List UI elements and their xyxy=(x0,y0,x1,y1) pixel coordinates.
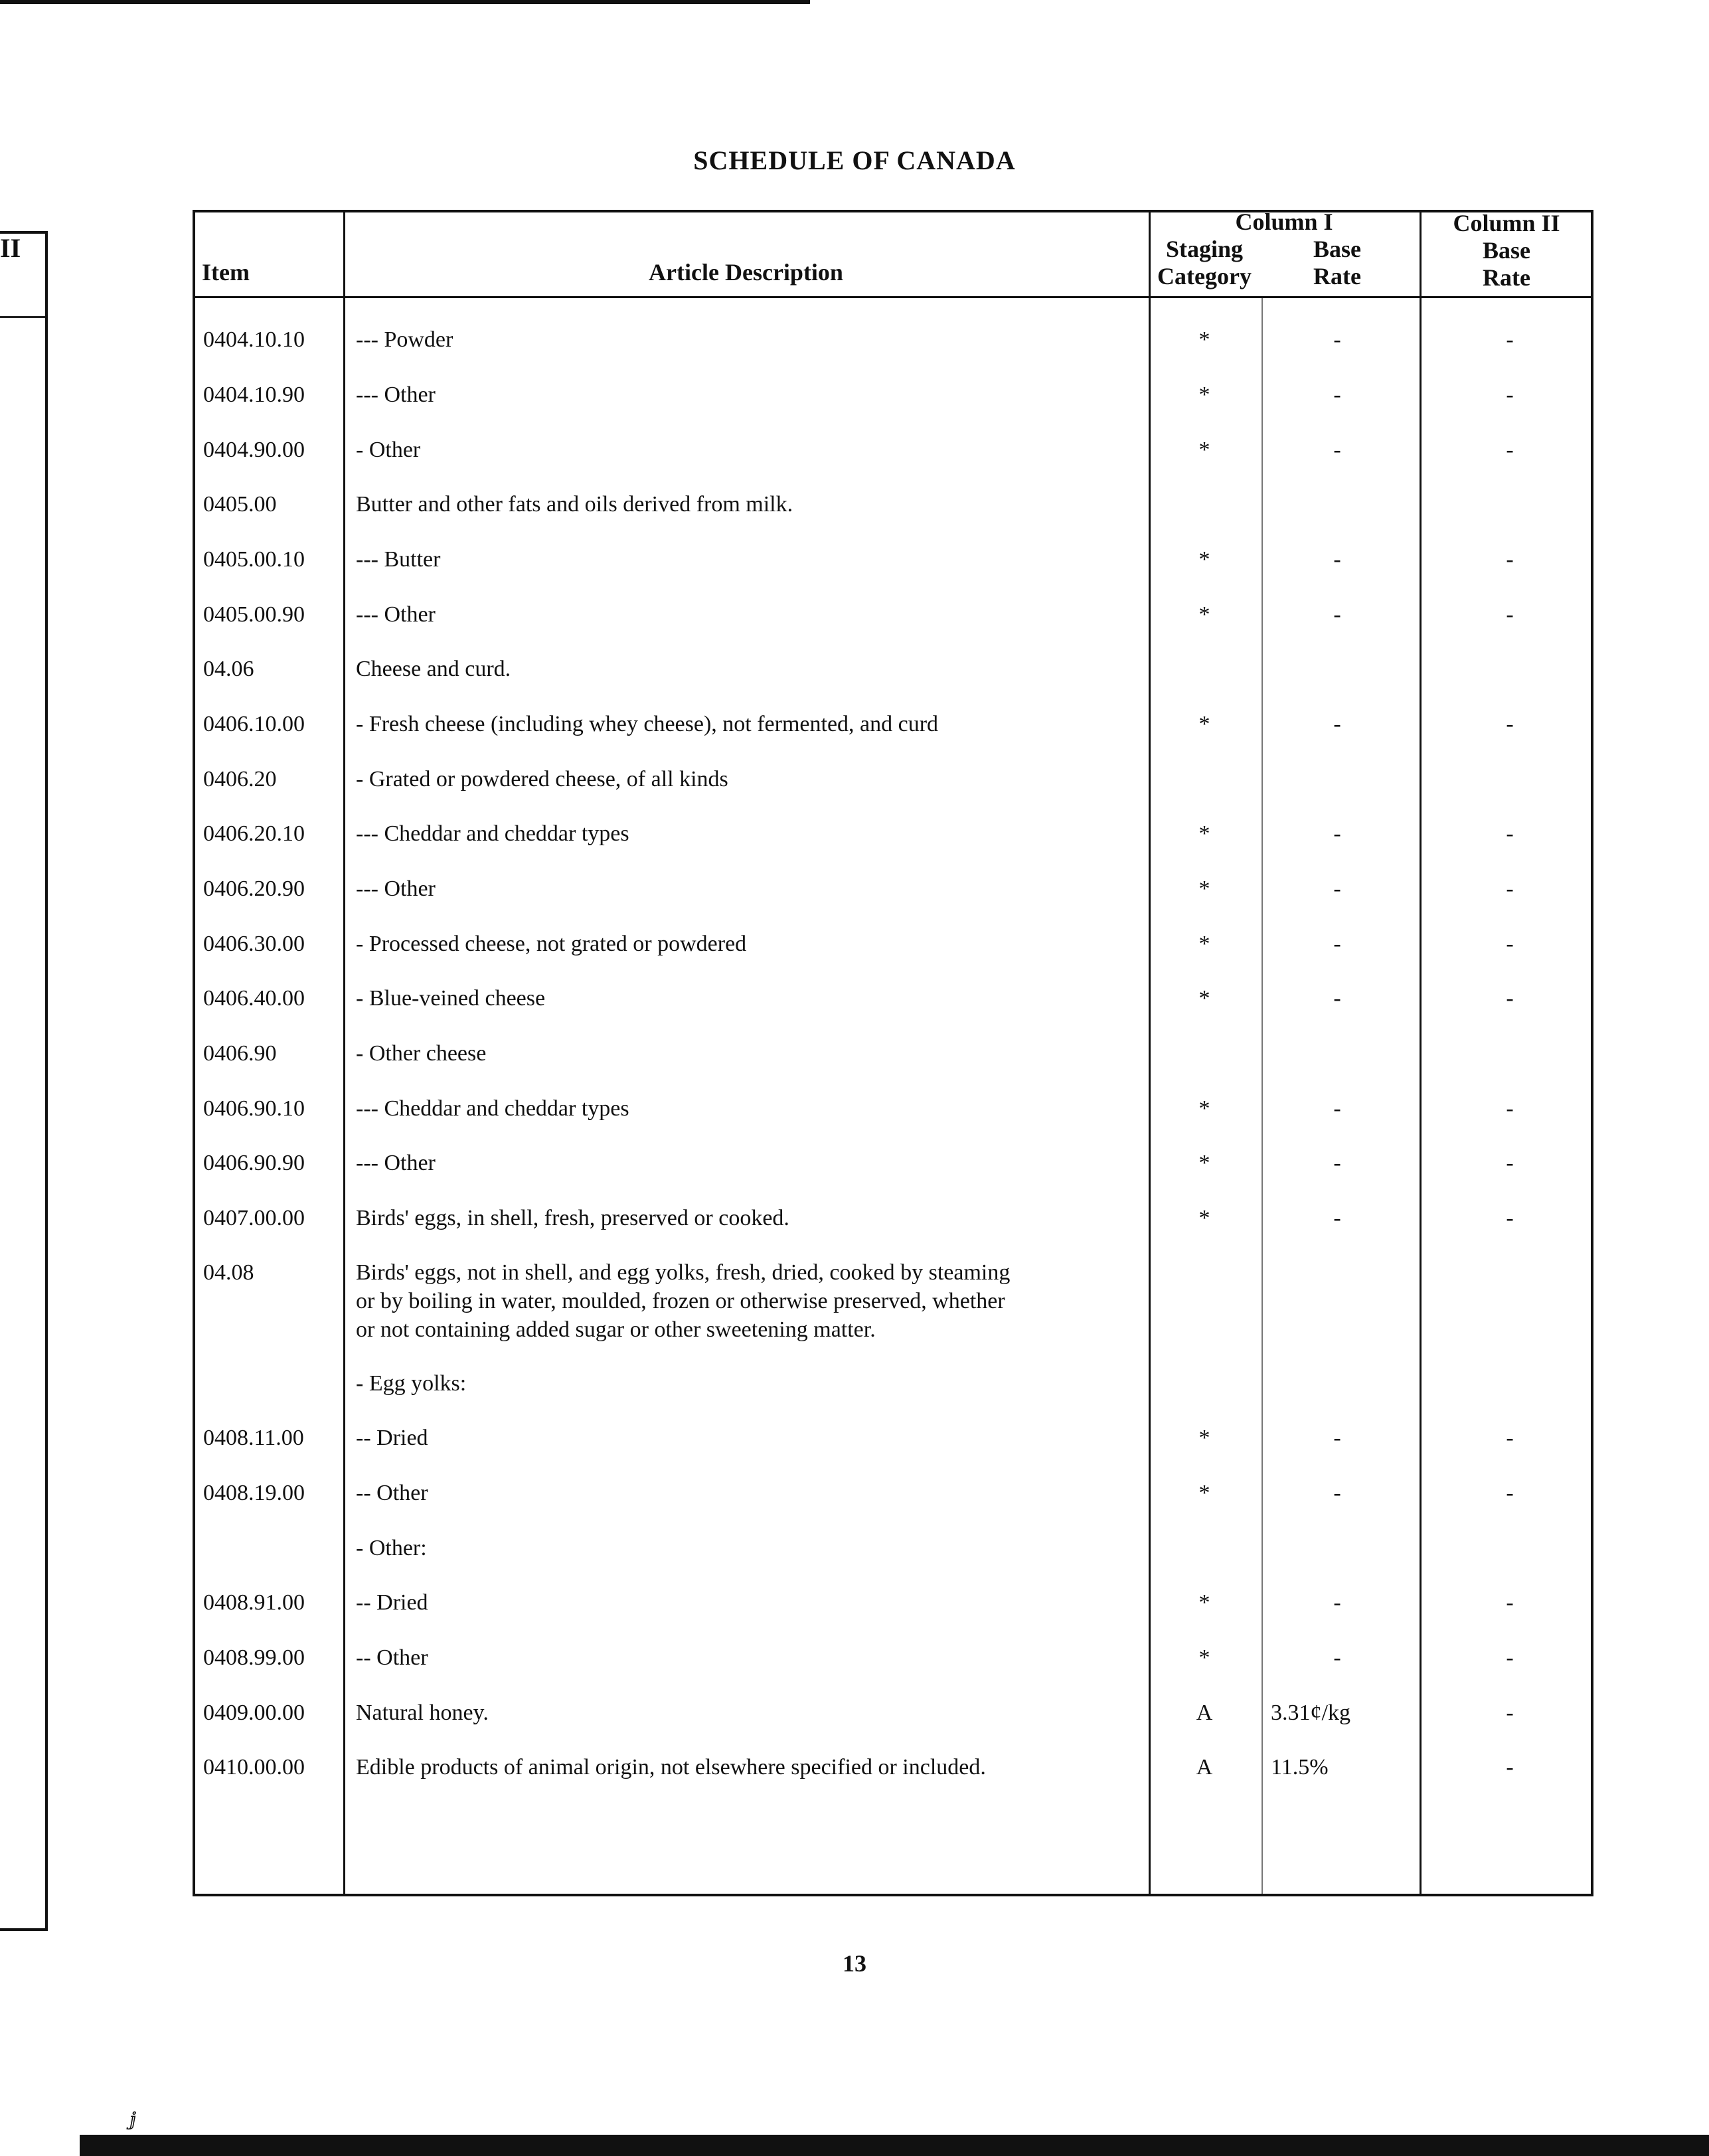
staging-category-cell: * xyxy=(1198,1206,1210,1230)
fragment-header-rule xyxy=(0,316,48,318)
description-cell: Natural honey. xyxy=(356,1700,489,1725)
description-cell: --- Other xyxy=(356,602,436,627)
base-rate-cell: - xyxy=(1333,1645,1341,1670)
description-cell: -- Other xyxy=(356,1645,428,1670)
column2-rate-cell: - xyxy=(1506,327,1514,352)
base-rate-cell: - xyxy=(1333,876,1341,901)
item-cell: 0408.91.00 xyxy=(203,1590,305,1615)
base-rate-header xyxy=(1271,236,1404,290)
column2-rate-cell: - xyxy=(1506,1481,1514,1505)
description-cell: -- Dried xyxy=(356,1426,428,1450)
staging-category-cell: * xyxy=(1198,712,1210,736)
item-cell: 0404.10.90 xyxy=(203,382,305,407)
base-rate-cell: 11.5% xyxy=(1271,1755,1329,1780)
description-header: Article Description xyxy=(649,259,843,286)
item-cell: 0406.90 xyxy=(203,1041,277,1066)
item-cell: 0404.10.10 xyxy=(203,327,305,352)
column2-rate-cell: - xyxy=(1506,1426,1514,1450)
staging-header xyxy=(1151,236,1258,290)
page-title: SCHEDULE OF CANADA xyxy=(693,145,1016,175)
staging-category-cell: * xyxy=(1198,986,1210,1011)
item-cell: 0410.00.00 xyxy=(203,1755,305,1780)
staging-category-cell: * xyxy=(1198,1590,1210,1615)
base-rate-cell: - xyxy=(1333,1206,1341,1230)
description-cell: - Other xyxy=(356,438,421,462)
header-rule xyxy=(195,296,1591,298)
description-cell: - Other cheese xyxy=(356,1041,487,1066)
base-rate-cell: - xyxy=(1333,1481,1341,1505)
item-cell: 0406.20 xyxy=(203,767,277,791)
column1-header: Column I xyxy=(1235,208,1333,235)
description-cell: -- Dried xyxy=(356,1590,428,1615)
staging-column-rule xyxy=(1261,296,1263,1894)
base-rate-cell: - xyxy=(1333,327,1341,352)
description-cell: --- Other xyxy=(356,382,436,407)
column2-rate-cell: - xyxy=(1506,382,1514,407)
item-cell: 0406.20.10 xyxy=(203,821,305,846)
base-rate-cell: 3.31¢/kg xyxy=(1271,1700,1350,1725)
page-number: 13 xyxy=(843,1950,866,1977)
item-cell: 0406.40.00 xyxy=(203,986,305,1011)
description-cell: --- Cheddar and cheddar types xyxy=(356,1096,629,1121)
item-cell: 0409.00.00 xyxy=(203,1700,305,1725)
description-cell: Edible products of animal origin, not elsewhere specified or included. xyxy=(356,1755,986,1780)
item-column-rule xyxy=(343,212,345,1894)
base-rate-cell: - xyxy=(1333,712,1341,736)
staging-category-cell: * xyxy=(1198,932,1210,956)
column2-rate-cell: - xyxy=(1506,547,1514,572)
tariff-table xyxy=(193,210,1593,1896)
item-cell: 0408.99.00 xyxy=(203,1645,305,1670)
column2-rate-cell: - xyxy=(1506,932,1514,956)
staging-category-cell: * xyxy=(1198,547,1210,572)
staging-category-cell: * xyxy=(1198,602,1210,627)
base-rate-cell: - xyxy=(1333,1151,1341,1175)
staging-category-cell: * xyxy=(1198,1426,1210,1450)
base-rate-cell: - xyxy=(1333,438,1341,462)
left-page-fragment xyxy=(0,231,48,1931)
description-cell: --- Butter xyxy=(356,547,441,572)
base-rate-header-line2: Rate xyxy=(1313,263,1361,290)
staging-category-cell: * xyxy=(1198,1096,1210,1121)
column2-rate-cell: - xyxy=(1506,438,1514,462)
item-cell: 0406.20.90 xyxy=(203,876,305,901)
column2-rate-cell: - xyxy=(1506,1645,1514,1670)
item-cell: 0408.19.00 xyxy=(203,1481,305,1505)
staging-category-cell: * xyxy=(1198,382,1210,407)
description-cell: Birds' eggs, in shell, fresh, preserved or cooked. xyxy=(356,1206,789,1230)
staging-category-cell: * xyxy=(1198,876,1210,901)
staging-category-cell: * xyxy=(1198,438,1210,462)
fragment-column-label: II xyxy=(0,233,21,263)
description-cell: --- Powder xyxy=(356,327,453,352)
page-top-border xyxy=(0,0,810,4)
base-rate-cell: - xyxy=(1333,1590,1341,1615)
column2-rate-cell: - xyxy=(1506,821,1514,846)
base-rate-cell: - xyxy=(1333,1426,1341,1450)
base-rate-cell: - xyxy=(1333,986,1341,1011)
description-cell: - Processed cheese, not grated or powdered xyxy=(356,932,747,956)
base-rate-cell: - xyxy=(1333,547,1341,572)
description-cell: Birds' eggs, not in shell, and egg yolks, fresh, dried, cooked by steaming or by boiling in water, moulded, frozen or otherwise preserved, whether or not containing added sugar or other sweetening matter. xyxy=(356,1260,1011,1342)
item-cell: 04.06 xyxy=(203,657,254,681)
item-cell: 0408.11.00 xyxy=(203,1426,304,1450)
staging-category-cell: * xyxy=(1198,327,1210,352)
column2-rate-cell: - xyxy=(1506,1206,1514,1230)
description-cell: - Other: xyxy=(356,1536,427,1560)
column2-rate-cell: - xyxy=(1506,1096,1514,1121)
base-rate-header-line1: Base xyxy=(1313,236,1361,262)
staging-category-cell: * xyxy=(1198,821,1210,846)
description-cell: - Blue-veined cheese xyxy=(356,986,546,1011)
item-cell: 0406.10.00 xyxy=(203,712,305,736)
column2-rate-cell: - xyxy=(1506,1700,1514,1725)
column2-rate-cell: - xyxy=(1506,602,1514,627)
description-column-rule xyxy=(1149,212,1151,1894)
item-cell: 0404.90.00 xyxy=(203,438,305,462)
item-cell: 0406.90.90 xyxy=(203,1151,305,1175)
description-cell: --- Cheddar and cheddar types xyxy=(356,821,629,846)
staging-header-line1: Staging xyxy=(1165,236,1244,262)
column2-rate-cell: - xyxy=(1506,876,1514,901)
description-cell: --- Other xyxy=(356,876,436,901)
base-rate-cell: - xyxy=(1333,602,1341,627)
description-cell: Cheese and curd. xyxy=(356,657,511,681)
item-cell: 0406.30.00 xyxy=(203,932,305,956)
fragment-bottom-rule xyxy=(0,1928,48,1931)
description-cell: - Grated or powdered cheese, of all kinds xyxy=(356,767,728,791)
item-cell: 0405.00.10 xyxy=(203,547,305,572)
item-cell: 0405.00 xyxy=(203,492,277,517)
column2-base-line2: Rate xyxy=(1483,264,1530,291)
base-rate-cell: - xyxy=(1333,382,1341,407)
column2-rate-cell: - xyxy=(1506,712,1514,736)
page-bottom-border xyxy=(80,2135,1709,2156)
base-rate-cell: - xyxy=(1333,821,1341,846)
column1-right-rule xyxy=(1420,212,1422,1894)
bottom-margin-mark: ⅉ xyxy=(129,2110,137,2130)
column2-rate-cell: - xyxy=(1506,986,1514,1011)
description-cell: - Fresh cheese (including whey cheese), not fermented, and curd xyxy=(356,712,939,736)
description-cell: --- Other xyxy=(356,1151,436,1175)
staging-category-cell: A xyxy=(1196,1700,1213,1725)
description-cell: -- Other xyxy=(356,1481,428,1505)
description-cell: Butter and other fats and oils derived from milk. xyxy=(356,492,793,517)
item-header: Item xyxy=(202,259,250,286)
staging-category-cell: * xyxy=(1198,1151,1210,1175)
item-cell: 0406.90.10 xyxy=(203,1096,305,1121)
item-cell: 0407.00.00 xyxy=(203,1206,305,1230)
column2-rate-cell: - xyxy=(1506,1151,1514,1175)
column2-header-title: Column II xyxy=(1453,210,1560,236)
description-cell: - Egg yolks: xyxy=(356,1371,467,1396)
staging-category-cell: * xyxy=(1198,1481,1210,1505)
column2-base-line1: Base xyxy=(1483,237,1530,264)
column2-rate-cell: - xyxy=(1506,1590,1514,1615)
staging-category-cell: * xyxy=(1198,1645,1210,1670)
item-cell: 04.08 xyxy=(203,1260,254,1285)
column2-header xyxy=(1424,210,1589,291)
base-rate-cell: - xyxy=(1333,932,1341,956)
column2-rate-cell: - xyxy=(1506,1755,1514,1780)
base-rate-cell: - xyxy=(1333,1096,1341,1121)
fragment-vertical-rule xyxy=(45,231,48,1931)
item-cell: 0405.00.90 xyxy=(203,602,305,627)
staging-category-cell: A xyxy=(1196,1755,1213,1780)
staging-header-line2: Category xyxy=(1157,263,1252,290)
